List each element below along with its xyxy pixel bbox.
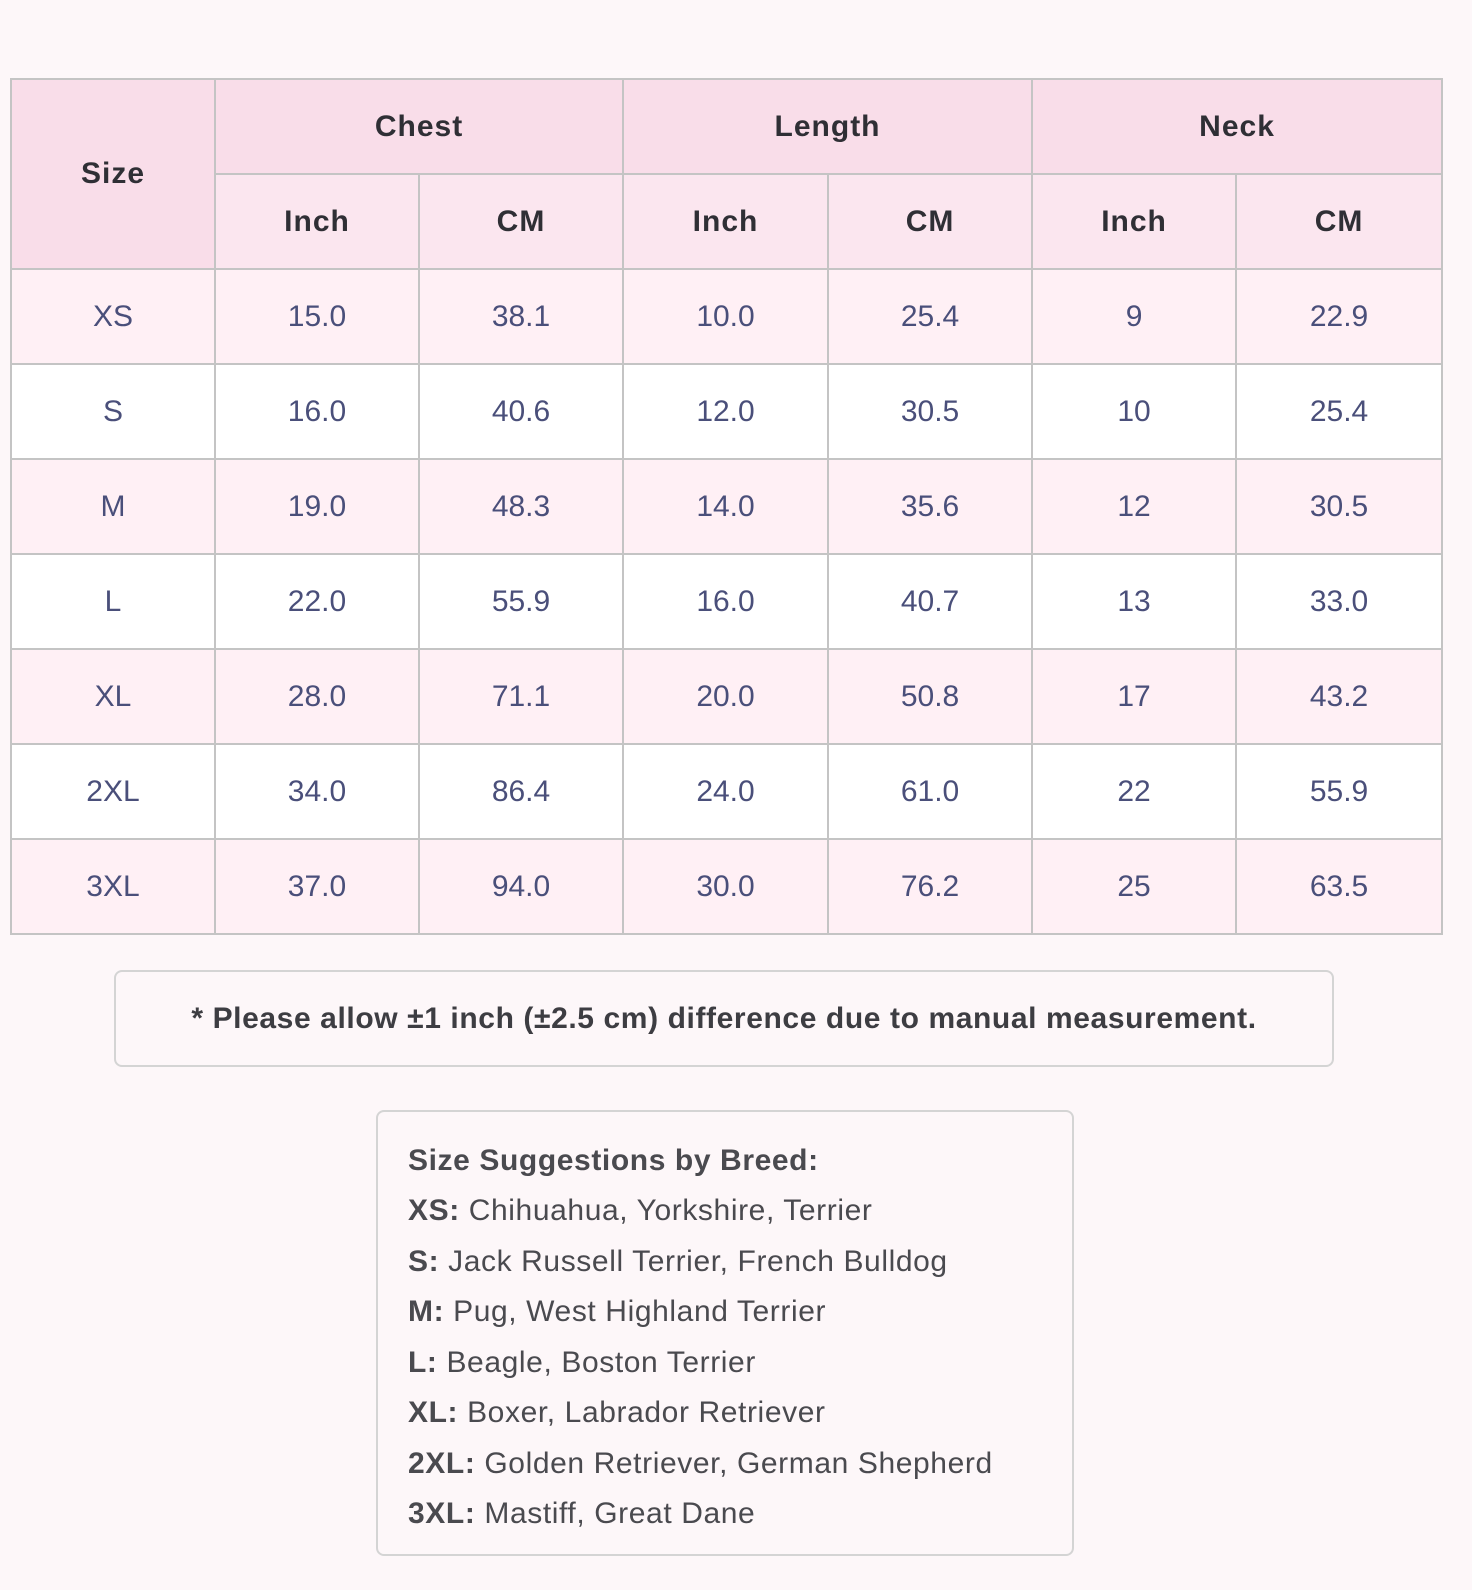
table-row bbox=[11, 744, 1442, 839]
neck-group-header: Neck bbox=[1032, 79, 1442, 174]
measurement-cell: 10.0 bbox=[623, 269, 828, 364]
breed-suggestion-breeds: Golden Retriever, German Shepherd bbox=[475, 1446, 993, 1480]
breed-suggestion-item bbox=[408, 1439, 1072, 1490]
measurement-cell: 38.1 bbox=[419, 269, 623, 364]
measurement-cell: 30.0 bbox=[623, 839, 828, 934]
size-cell: M bbox=[11, 459, 215, 554]
measurement-cell: 35.6 bbox=[828, 459, 1032, 554]
breed-suggestion-breeds: Boxer, Labrador Retriever bbox=[458, 1396, 826, 1429]
measurement-cell: 50.8 bbox=[828, 649, 1032, 744]
measurement-cell: 16.0 bbox=[623, 554, 828, 649]
measurement-cell: 14.0 bbox=[623, 459, 828, 554]
measurement-cell: 40.6 bbox=[419, 364, 623, 459]
measurement-cell: 61.0 bbox=[828, 744, 1032, 839]
measurement-cell: 94.0 bbox=[419, 839, 623, 934]
table-row bbox=[11, 839, 1442, 934]
measurement-cell: 24.0 bbox=[623, 744, 828, 839]
measurement-cell: 71.1 bbox=[419, 649, 623, 744]
measurement-cell: 55.9 bbox=[419, 554, 623, 649]
measurement-cell: 12 bbox=[1032, 459, 1236, 554]
breed-suggestion-breeds: Mastiff, Great Dane bbox=[475, 1497, 756, 1530]
breed-suggestion-size-label: M: bbox=[408, 1295, 445, 1328]
breed-suggestion-size-label: 3XL: bbox=[408, 1497, 476, 1530]
size-cell: XS bbox=[11, 269, 215, 364]
measurement-cell: 16.0 bbox=[215, 364, 419, 459]
size-cell: XL bbox=[11, 649, 215, 744]
breed-suggestion-breeds: Beagle, Boston Terrier bbox=[437, 1345, 756, 1379]
size-cell: 3XL bbox=[11, 839, 215, 934]
breed-suggestion-item bbox=[408, 1186, 1072, 1237]
measurement-cell: 25.4 bbox=[1236, 364, 1442, 459]
length-group-header: Length bbox=[623, 79, 1032, 174]
measurement-cell: 40.7 bbox=[828, 554, 1032, 649]
measurement-cell: 25.4 bbox=[828, 269, 1032, 364]
measurement-note-text: * Please allow ±1 inch (±2.5 cm) difference due to manual measurement. bbox=[191, 1001, 1257, 1035]
size-cell: L bbox=[11, 554, 215, 649]
measurement-cell: 19.0 bbox=[215, 459, 419, 554]
length-inch-header: Inch bbox=[623, 174, 828, 269]
breed-suggestion-size-label: S: bbox=[408, 1244, 440, 1278]
table-row bbox=[11, 459, 1442, 554]
group-header-row bbox=[11, 79, 1442, 174]
size-chart-table bbox=[10, 78, 1443, 935]
chest-group-header: Chest bbox=[215, 79, 623, 174]
breed-suggestions-box bbox=[376, 1110, 1074, 1556]
measurement-cell: 25 bbox=[1032, 839, 1236, 934]
chest-cm-header: CM bbox=[419, 174, 623, 269]
measurement-cell: 76.2 bbox=[828, 839, 1032, 934]
measurement-cell: 30.5 bbox=[828, 364, 1032, 459]
measurement-note bbox=[114, 970, 1334, 1067]
breed-suggestion-size-label: 2XL: bbox=[408, 1446, 476, 1480]
unit-header-row bbox=[11, 174, 1442, 269]
measurement-cell: 12.0 bbox=[623, 364, 828, 459]
measurement-cell: 34.0 bbox=[215, 744, 419, 839]
size-cell: S bbox=[11, 364, 215, 459]
table-row bbox=[11, 554, 1442, 649]
breed-suggestion-breeds: Pug, West Highland Terrier bbox=[444, 1295, 827, 1328]
measurement-cell: 17 bbox=[1032, 649, 1236, 744]
length-cm-header: CM bbox=[828, 174, 1032, 269]
measurement-cell: 43.2 bbox=[1236, 649, 1442, 744]
breed-suggestion-item bbox=[408, 1237, 1072, 1288]
size-table-body bbox=[11, 269, 1442, 934]
measurement-cell: 10 bbox=[1032, 364, 1236, 459]
breed-suggestions-title: Size Suggestions by Breed: bbox=[408, 1144, 819, 1177]
measurement-cell: 55.9 bbox=[1236, 744, 1442, 839]
breed-suggestion-item bbox=[408, 1388, 1072, 1439]
breed-suggestion-item bbox=[408, 1489, 1072, 1540]
measurement-cell: 22.0 bbox=[215, 554, 419, 649]
measurement-cell: 33.0 bbox=[1236, 554, 1442, 649]
breed-suggestion-breeds: Jack Russell Terrier, French Bulldog bbox=[439, 1244, 948, 1278]
breed-suggestion-item bbox=[408, 1287, 1072, 1338]
table-row bbox=[11, 649, 1442, 744]
breed-suggestion-size-label: XL: bbox=[408, 1396, 459, 1429]
neck-inch-header: Inch bbox=[1032, 174, 1236, 269]
size-column-header: Size bbox=[11, 79, 215, 269]
measurement-cell: 86.4 bbox=[419, 744, 623, 839]
chest-inch-header: Inch bbox=[215, 174, 419, 269]
measurement-cell: 48.3 bbox=[419, 459, 623, 554]
breed-suggestion-item bbox=[408, 1338, 1072, 1389]
breed-suggestion-breeds: Chihuahua, Yorkshire, Terrier bbox=[459, 1194, 873, 1227]
measurement-cell: 22 bbox=[1032, 744, 1236, 839]
measurement-cell: 9 bbox=[1032, 269, 1236, 364]
measurement-cell: 22.9 bbox=[1236, 269, 1442, 364]
neck-cm-header: CM bbox=[1236, 174, 1442, 269]
measurement-cell: 28.0 bbox=[215, 649, 419, 744]
table-row bbox=[11, 269, 1442, 364]
measurement-cell: 37.0 bbox=[215, 839, 419, 934]
size-cell: 2XL bbox=[11, 744, 215, 839]
measurement-cell: 63.5 bbox=[1236, 839, 1442, 934]
measurement-cell: 13 bbox=[1032, 554, 1236, 649]
measurement-cell: 20.0 bbox=[623, 649, 828, 744]
breed-suggestions-list bbox=[408, 1186, 1072, 1540]
breed-suggestion-size-label: L: bbox=[408, 1345, 438, 1379]
measurement-cell: 15.0 bbox=[215, 269, 419, 364]
table-row bbox=[11, 364, 1442, 459]
measurement-cell: 30.5 bbox=[1236, 459, 1442, 554]
breed-suggestion-size-label: XS: bbox=[408, 1194, 460, 1227]
